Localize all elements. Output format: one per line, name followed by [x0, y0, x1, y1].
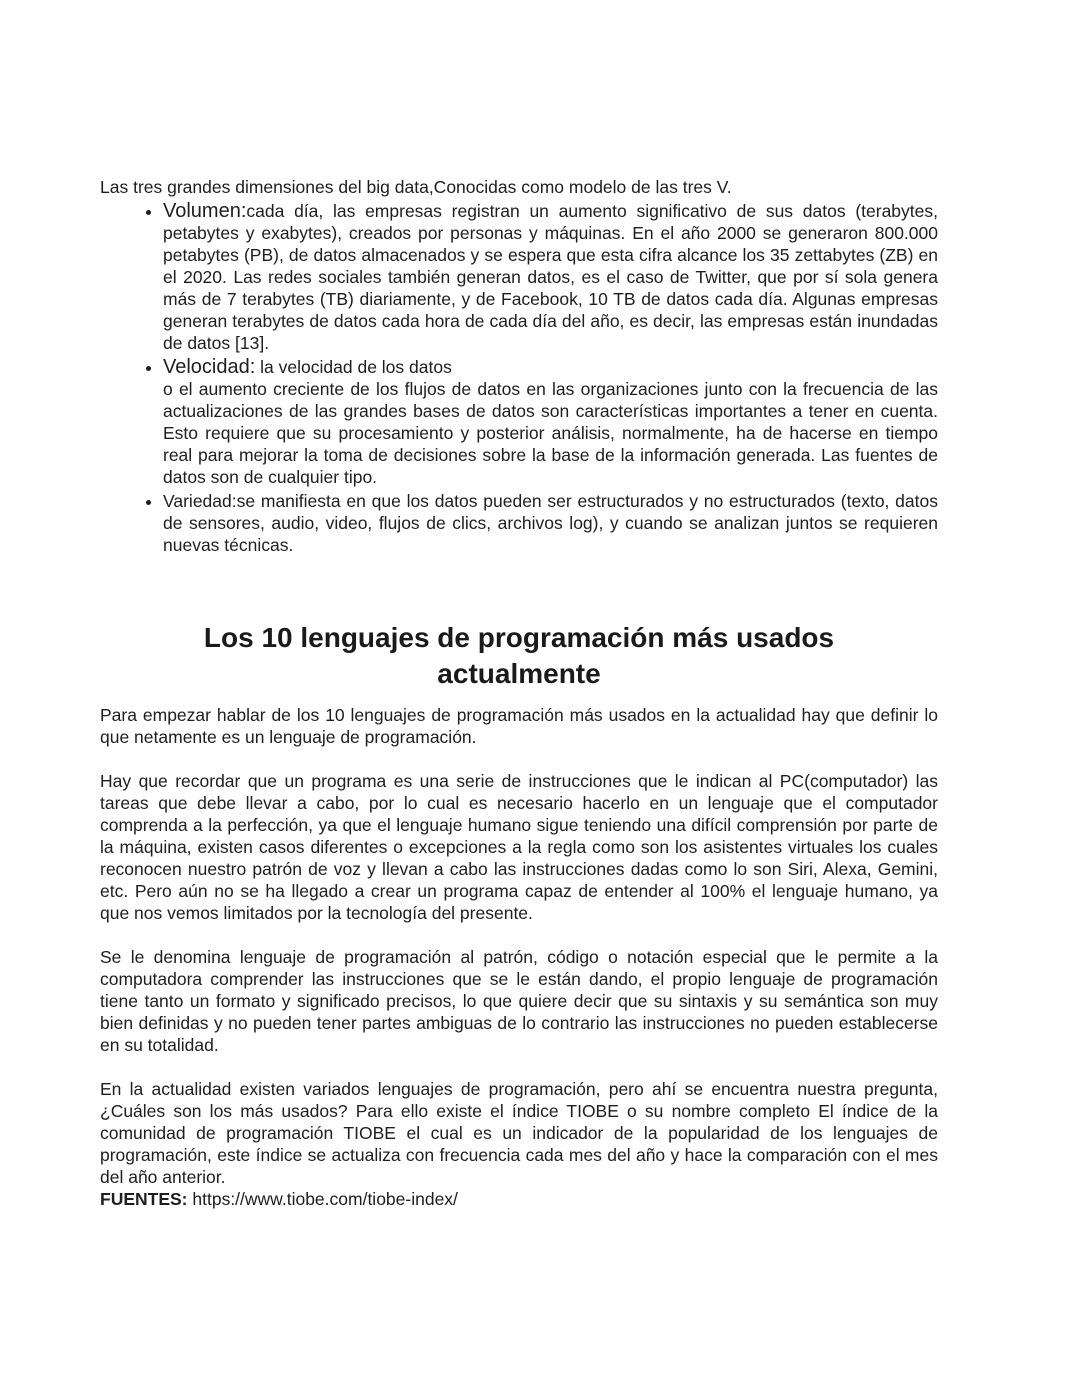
velocidad-lead: la velocidad de los datos	[260, 357, 452, 377]
list-item-volumen	[163, 200, 938, 354]
paragraph-intro-topic: Para empezar hablar de los 10 lenguajes de programación más usados en la actualidad hay que definir lo que netamente es un lenguaje de programación.	[100, 705, 938, 747]
paragraph-language-definition: Se le denomina lenguaje de programación al patrón, código o notación especial que le permite a la computadora comprender las instrucciones que se le están dando, el propio lenguaje de programación tiene tanto un formato y significado precisos, lo que quiere decir que su sintaxis y su semántica son muy bien definidas y no pueden tener partes ambiguas de lo contrario las instrucciones no pueden establecerse en su totalidad.	[100, 947, 938, 1055]
list-item-variedad	[163, 490, 938, 556]
variedad-text: se manifiesta en que los datos pueden ser estructurados y no estructurados (texto, datos de sensores, audio, video, flujos de clics, archivos log), y cuando se analizan juntos se requieren nuevas técnicas.	[163, 491, 938, 555]
three-v-list	[100, 200, 938, 556]
intro-line: Las tres grandes dimensiones del big data,Conocidas como modelo de las tres V.	[100, 177, 732, 197]
volumen-label: Volumen:	[163, 200, 247, 222]
variedad-label: Variedad:	[163, 491, 237, 511]
sources-url: https://www.tiobe.com/tiobe-index/	[192, 1189, 458, 1209]
paragraph-tiobe-index: En la actualidad existen variados lenguajes de programación, pero ahí se encuentra nuestra pregunta, ¿Cuáles son los más usados? Para ello existe el índice TIOBE o su nombre completo El índice de la comunidad de programación TIOBE el cual es un indicador de la popularidad de los lenguajes de programación, este índice se actualiza con frecuencia cada mes del año y hace la comparación con el mes del año anterior.	[100, 1079, 938, 1187]
sources-line	[100, 1188, 938, 1210]
velocidad-text: o el aumento creciente de los flujos de datos en las organizaciones junto con la frecuencia de las actualizaciones de las grandes bases de datos son características importantes a tener en cuenta. Esto requiere que su procesamiento y posterior análisis, normalmente, ha de hacerse en tiempo real para mejorar la toma de decisiones sobre la base de la información generada. Las fuentes de datos son de cualquier tipo.	[163, 379, 938, 487]
velocidad-label: Velocidad:	[163, 356, 256, 378]
sources-label: FUENTES:	[100, 1189, 188, 1209]
page-title: Los 10 lenguajes de programación más usados actualmente	[203, 622, 835, 689]
volumen-text: cada día, las empresas registran un aumento significativo de sus datos (terabytes, petabytes y exabytes), creados por personas y máquinas. En el año 2000 se generaron 800.000 petabytes (PB), de datos almacenados y se espera que esta cifra alcance los 35 zettabytes (ZB) en el 2020. Las redes sociales también generan datos, es el caso de Twitter, que por sí sola genera más de 7 terabytes (TB) diariamente, y de Facebook, 10 TB de datos cada día. Algunas empresas generan terabytes de datos cada hora de cada día del año, es decir, las empresas están inundadas de datos [13].	[163, 201, 938, 353]
list-item-velocidad	[163, 356, 938, 488]
paragraph-program-definition: Hay que recordar que un programa es una serie de instrucciones que le indican al PC(computador) las tareas que debe llevar a cabo, por lo cual es necesario hacerlo en un lenguaje que el computador comprenda a la perfección, ya que el lenguaje humano sigue teniendo una difícil comprensión por parte de la máquina, existen casos diferentes o excepciones a la regla como son los asistentes virtuales los cuales reconocen nuestro patrón de voz y llevan a cabo las instrucciones dadas como lo son Siri, Alexa, Gemini, etc. Pero aún no se ha llegado a crear un programa capaz de entender al 100% el lenguaje humano, ya que nos vemos limitados por la tecnología del presente.	[100, 771, 938, 923]
